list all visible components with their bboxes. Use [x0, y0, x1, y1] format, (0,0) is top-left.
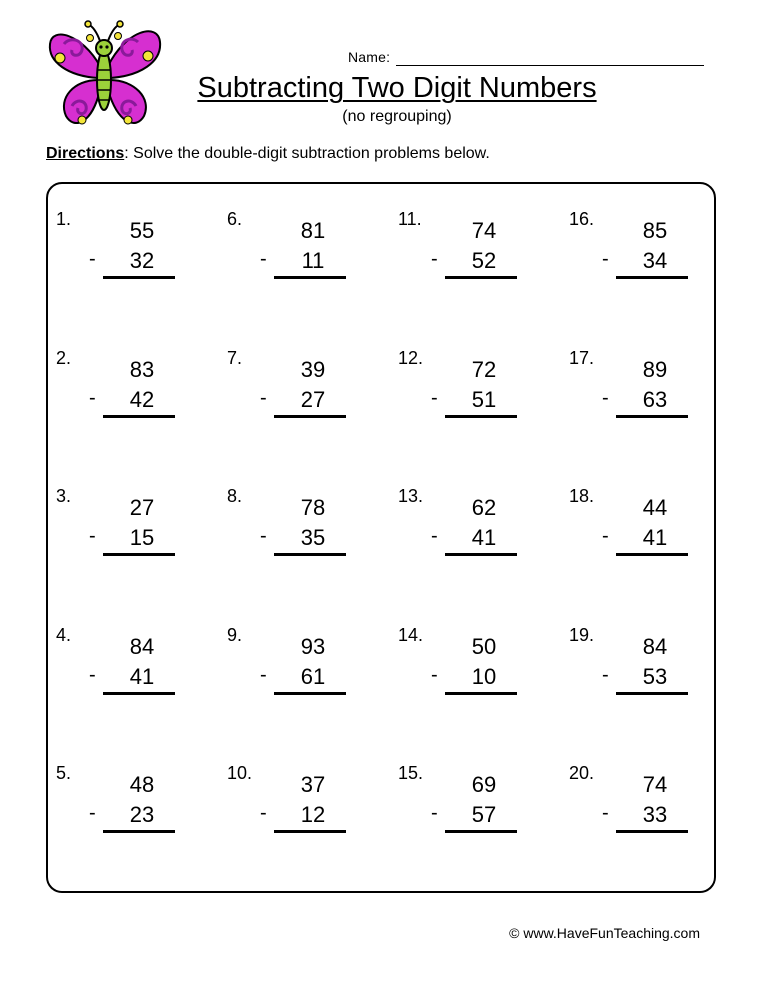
problem-number: 14.	[398, 625, 424, 645]
subtrahend: 15	[129, 525, 155, 550]
answer-line[interactable]	[445, 692, 517, 695]
answer-line[interactable]	[274, 415, 346, 418]
problem-number: 11.	[398, 209, 422, 229]
problem-number: 5.	[56, 763, 72, 783]
problem-17	[569, 347, 739, 447]
answer-line[interactable]	[103, 276, 175, 279]
problem-13	[398, 485, 568, 585]
minuend: 89	[642, 357, 668, 382]
problem-18	[569, 485, 739, 585]
subtrahend: 35	[300, 525, 326, 550]
minuend: 55	[129, 218, 155, 243]
answer-line[interactable]	[616, 415, 688, 418]
minus-sign: -	[431, 525, 438, 547]
problem-number: 9.	[227, 625, 243, 645]
minus-sign: -	[602, 248, 609, 270]
minus-sign: -	[431, 664, 438, 686]
minus-sign: -	[89, 664, 96, 686]
answer-line[interactable]	[274, 830, 346, 833]
problem-20	[569, 762, 739, 862]
problem-12	[398, 347, 568, 447]
minuend: 85	[642, 218, 668, 243]
minus-sign: -	[602, 802, 609, 824]
minuend: 74	[471, 218, 497, 243]
subtrahend: 57	[471, 802, 497, 827]
subtrahend: 41	[129, 664, 155, 689]
problem-number: 2.	[56, 348, 72, 368]
minuend: 78	[300, 495, 326, 520]
subtrahend: 27	[300, 387, 326, 412]
answer-line[interactable]	[616, 276, 688, 279]
minuend: 72	[471, 357, 497, 382]
problem-16	[569, 208, 739, 308]
answer-line[interactable]	[103, 692, 175, 695]
minuend: 69	[471, 772, 497, 797]
minuend: 39	[300, 357, 326, 382]
answer-line[interactable]	[103, 830, 175, 833]
problem-number: 4.	[56, 625, 72, 645]
problems-frame	[46, 182, 716, 893]
directions-text: : Solve the double-digit subtraction problems below.	[124, 145, 490, 162]
minus-sign: -	[260, 802, 267, 824]
page-title: Subtracting Two Digit Numbers	[197, 72, 597, 104]
answer-line[interactable]	[274, 692, 346, 695]
answer-line[interactable]	[103, 553, 175, 556]
subtrahend: 12	[300, 802, 326, 827]
minus-sign: -	[89, 387, 96, 409]
problem-9	[227, 624, 397, 724]
answer-line[interactable]	[616, 830, 688, 833]
minuend: 27	[129, 495, 155, 520]
minus-sign: -	[260, 248, 267, 270]
minuend: 84	[129, 634, 155, 659]
minus-sign: -	[431, 802, 438, 824]
minuend: 83	[129, 357, 155, 382]
minus-sign: -	[260, 664, 267, 686]
footer-copyright: © www.HaveFunTeaching.com	[509, 925, 700, 941]
problem-number: 8.	[227, 486, 243, 506]
subtrahend: 23	[129, 802, 155, 827]
minuend: 81	[300, 218, 326, 243]
subtrahend: 41	[471, 525, 497, 550]
problem-number: 20.	[569, 763, 595, 783]
answer-line[interactable]	[103, 415, 175, 418]
problem-19	[569, 624, 739, 724]
minuend: 93	[300, 634, 326, 659]
problem-number: 16.	[569, 209, 595, 229]
minus-sign: -	[89, 802, 96, 824]
problem-8	[227, 485, 397, 585]
problem-number: 18.	[569, 486, 595, 506]
answer-line[interactable]	[445, 415, 517, 418]
minuend: 44	[642, 495, 668, 520]
minus-sign: -	[602, 525, 609, 547]
answer-line[interactable]	[274, 553, 346, 556]
answer-line[interactable]	[445, 276, 517, 279]
problem-7	[227, 347, 397, 447]
minuend: 37	[300, 772, 326, 797]
subtrahend: 33	[642, 802, 668, 827]
problem-number: 12.	[398, 348, 424, 368]
subtrahend: 61	[300, 664, 326, 689]
problem-number: 7.	[227, 348, 243, 368]
minus-sign: -	[431, 248, 438, 270]
problem-11	[398, 208, 568, 308]
subtrahend: 52	[471, 248, 497, 273]
problem-10	[227, 762, 397, 862]
minus-sign: -	[602, 664, 609, 686]
problem-4	[56, 624, 226, 724]
name-label: Name:	[348, 49, 391, 65]
minuend: 62	[471, 495, 497, 520]
subtrahend: 51	[471, 387, 497, 412]
answer-line[interactable]	[616, 692, 688, 695]
name-field[interactable]	[348, 44, 704, 66]
problem-number: 1.	[56, 209, 72, 229]
minuend: 50	[471, 634, 497, 659]
subtrahend: 42	[129, 387, 155, 412]
minus-sign: -	[602, 387, 609, 409]
problem-1	[56, 208, 226, 308]
answer-line[interactable]	[445, 553, 517, 556]
answer-line[interactable]	[445, 830, 517, 833]
minus-sign: -	[431, 387, 438, 409]
answer-line[interactable]	[616, 553, 688, 556]
problem-number: 3.	[56, 486, 72, 506]
minuend: 48	[129, 772, 155, 797]
problem-number: 10.	[227, 763, 253, 783]
page-subtitle: (no regrouping)	[342, 108, 452, 125]
minus-sign: -	[89, 525, 96, 547]
problem-3	[56, 485, 226, 585]
answer-line[interactable]	[274, 276, 346, 279]
problem-number: 13.	[398, 486, 424, 506]
subtrahend: 11	[301, 248, 325, 273]
problem-6	[227, 208, 397, 308]
subtrahend: 32	[129, 248, 155, 273]
problem-number: 6.	[227, 209, 243, 229]
problem-2	[56, 347, 226, 447]
problem-15	[398, 762, 568, 862]
problem-number: 15.	[398, 763, 424, 783]
subtrahend: 34	[642, 248, 668, 273]
subtrahend: 63	[642, 387, 668, 412]
minuend: 84	[642, 634, 668, 659]
minus-sign: -	[260, 387, 267, 409]
minuend: 74	[642, 772, 668, 797]
subtrahend: 53	[642, 664, 668, 689]
problem-14	[398, 624, 568, 724]
minus-sign: -	[260, 525, 267, 547]
problem-5	[56, 762, 226, 862]
minus-sign: -	[89, 248, 96, 270]
directions	[46, 144, 490, 164]
subtrahend: 10	[471, 664, 497, 689]
problem-number: 19.	[569, 625, 595, 645]
subtrahend: 41	[642, 525, 668, 550]
butterfly-icon	[42, 14, 166, 136]
directions-label: Directions	[46, 145, 125, 162]
problem-number: 17.	[569, 348, 595, 368]
name-line[interactable]	[396, 49, 704, 66]
